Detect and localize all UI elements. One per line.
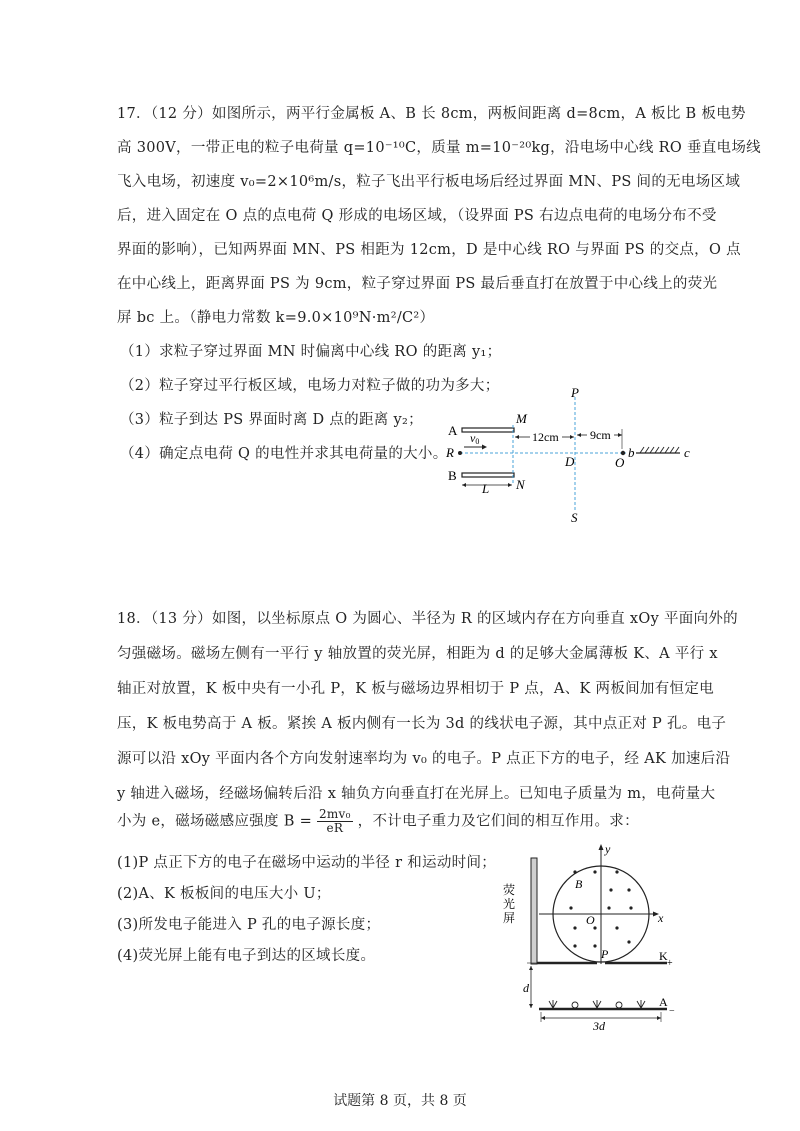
electron-source <box>549 1000 645 1008</box>
q17-line-1: 17．（12 分）如图所示，两平行金属板 A、B 长 8cm，两板间距离 d=8cm，A 板比 B 板电势 <box>117 106 746 122</box>
label-o-origin: O <box>586 913 595 927</box>
label-a-plate: A <box>659 995 668 1009</box>
q18-line-7-pre: 小为 e，磁场磁感应强度 B = <box>117 813 313 830</box>
label-p-hole: P <box>601 947 609 961</box>
q18-line-7-post: ，不计电子重力及它们间的相互作用。求： <box>357 813 639 830</box>
b-fraction-numerator: 2mv₀ <box>318 807 351 821</box>
page-footer: 试题第 8 页，共 8 页 <box>333 1093 467 1109</box>
q17-question-3: （3）粒子到达 PS 界面时离 D 点的距离 y₂； <box>120 412 423 428</box>
q17-question-4: （4）确定点电荷 Q 的电性并求其电荷量的大小。 <box>120 446 448 462</box>
q18-line-4: 压，K 板电势高于 A 板。紧挨 A 板内侧有一长为 3d 的线状电子源，其中点正对 P 孔。电子 <box>117 716 727 732</box>
q18-line-2: 匀强磁场。磁场左侧有一平行 y 轴放置的荧光屏，相距为 d 的足够大金属薄板 K、A 平行 x <box>117 646 718 662</box>
label-9cm: 9cm <box>590 428 611 442</box>
plate-b <box>462 473 514 477</box>
label-d: D <box>565 454 575 469</box>
q18-line-3: 轴正对放置，K 板中央有一小孔 P，K 板与磁场边界相切于 P 点，A、K 两板间加有恒定电 <box>117 681 714 697</box>
q17-line-5: 界面的影响），已知两界面 MN、PS 相距为 12cm，D 是中心线 RO 与界面 PS 的交点，O 点 <box>117 242 741 258</box>
fluorescent-screen <box>531 858 537 964</box>
label-s: S <box>571 510 578 525</box>
q18-line-6: y 轴进入磁场，经磁场偏转后沿 x 轴负方向垂直打在光屏上。已知电子质量为 m，电荷量大 <box>117 786 716 802</box>
screen-label-3: 屏 <box>503 911 516 925</box>
label-c: c <box>684 445 690 460</box>
q17-line-7: 屏 bc 上。（静电力常数 k=9.0×10⁹N·m²/C²） <box>117 310 435 326</box>
label-k-plus: + <box>667 958 673 969</box>
q18-question-1: (1)P 点正下方的电子在磁场中运动的半径 r 和运动时间； <box>117 855 497 871</box>
q18-question-4: (4)荧光屏上能有电子到达的区域长度。 <box>117 948 376 964</box>
label-d-dist: d <box>523 981 529 995</box>
label-n: N <box>516 477 525 492</box>
point-r <box>458 451 462 455</box>
label-12cm: 12cm <box>532 430 559 444</box>
q18-figure <box>495 842 695 1032</box>
label-m: M <box>516 411 527 426</box>
q17-figure <box>440 385 710 525</box>
screen-label-2: 光 <box>503 897 516 911</box>
label-v0: v0 <box>470 431 480 446</box>
b-fraction <box>317 808 353 835</box>
label-k: K <box>659 949 668 963</box>
label-y: y <box>605 842 611 856</box>
q18-line-1: 18．（13 分）如图，以坐标原点 O 为圆心、半径为 R 的区域内存在方向垂直 xOy 平面向外的 <box>117 611 738 627</box>
screen-hatch <box>640 447 679 453</box>
q18-question-3: (3)所发电子能进入 P 孔的电子源长度； <box>117 917 381 933</box>
q17-line-4: 后，进入固定在 O 点的点电荷 Q 形成的电场区域，（设界面 PS 右边点电荷的电场分布不受 <box>117 208 717 224</box>
label-l: L <box>482 481 490 496</box>
label-o: O <box>615 455 625 470</box>
q17-line-2: 高 300V，一带正电的粒子电荷量 q=10⁻¹⁰C，质量 m=10⁻²⁰kg，沿电场中心线 RO 垂直电场线 <box>117 140 761 156</box>
q17-question-2: （2）粒子穿过平行板区域，电场力对粒子做的功为多大； <box>120 378 500 394</box>
screen-label-1: 荧 <box>503 883 516 897</box>
q17-line-6: 在中心线上，距离界面 PS 为 9cm，粒子穿过界面 PS 最后垂直打在放置于中心线上的荧光 <box>117 276 718 292</box>
label-a-minus: − <box>669 1006 675 1017</box>
q17-line-3: 飞入电场，初速度 v₀=2×10⁶m/s，粒子飞出平行板电场后经过界面 MN、PS 间的无电场区域 <box>117 174 741 190</box>
label-a: A <box>448 423 458 438</box>
label-3d: 3d <box>593 1019 605 1032</box>
q18-question-2: (2)A、K 板板间的电压大小 U； <box>117 886 331 902</box>
b-fraction-denominator: eR <box>326 821 344 835</box>
label-r: R <box>446 445 454 460</box>
q18-line-7 <box>117 808 639 835</box>
label-b: B <box>448 468 457 483</box>
label-p: P <box>571 385 579 400</box>
v0-arrowhead <box>482 445 487 450</box>
label-b-field: B <box>575 877 583 891</box>
label-x: x <box>658 911 664 925</box>
q17-question-1: （1）求粒子穿过界面 MN 时偏离中心线 RO 的距离 y₁； <box>120 344 502 360</box>
q18-line-5: 源可以沿 xOy 平面内各个方向发射速率均为 v₀ 的电子。P 点正下方的电子，经 AK 加速后沿 <box>117 751 731 767</box>
label-b-screen: b <box>628 445 635 460</box>
